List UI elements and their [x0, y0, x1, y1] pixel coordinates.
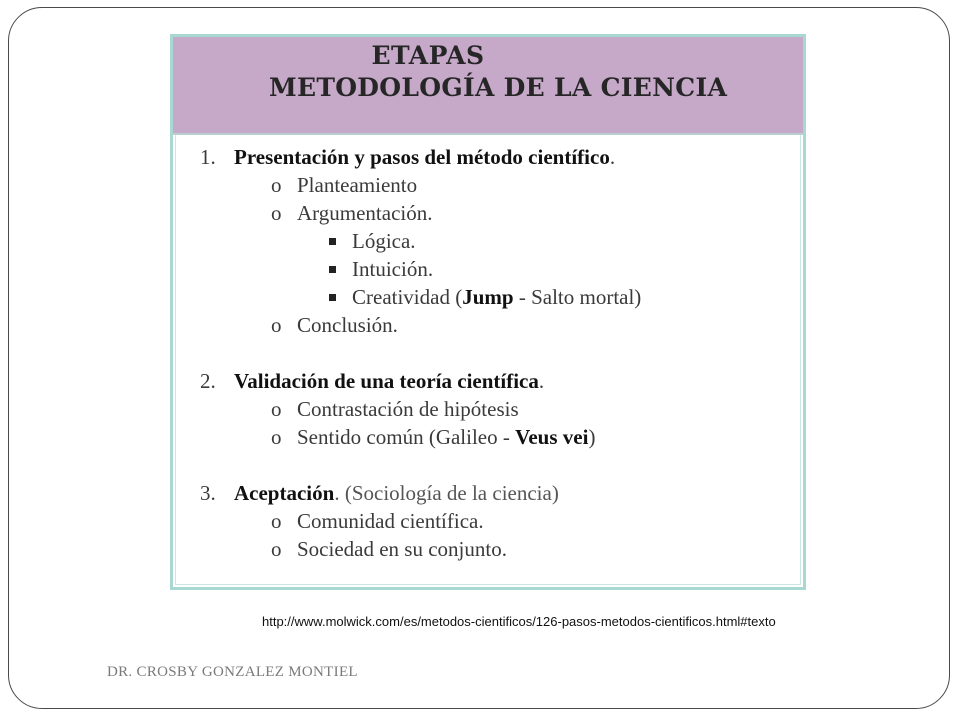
list-item: o Comunidad científica.	[271, 509, 484, 533]
footer-author: DR. CROSBY GONZALEZ MONTIEL	[107, 664, 358, 680]
sub-list-item-creatividad: Creatividad (Jump - Salto mortal)	[329, 285, 641, 310]
section-2-title: Validación de una teoría científica.	[234, 369, 545, 393]
list-item: o Contrastación de hipótesis	[271, 397, 519, 421]
section-1-number: 1.	[200, 145, 216, 169]
square-bullet-icon	[329, 238, 336, 245]
header-subtitle: METODOLOGÍA DE LA CIENCIA	[269, 73, 728, 102]
sub-list-item: Lógica.	[329, 229, 416, 254]
list-item: o Argumentación.	[271, 201, 433, 225]
list-item: o Conclusión.	[271, 313, 398, 337]
list-item: o Sociedad en su conjunto.	[271, 537, 507, 561]
section-3-number: 3.	[200, 481, 216, 505]
source-url: http://www.molwick.com/es/metodos-cientificos/126-pasos-metodos-cientificos.html#texto	[262, 614, 776, 629]
section-3-title: Aceptación. (Sociología de la ciencia)	[234, 481, 559, 505]
header-title: ETAPAS	[371, 41, 485, 70]
list-item-sentido: o Sentido común (Galileo - Veus vei)	[271, 425, 596, 449]
steps-list	[173, 137, 803, 587]
embedded-image	[170, 34, 806, 590]
square-bullet-icon	[329, 294, 336, 301]
section-1-title: Presentación y pasos del método científico.	[234, 145, 616, 169]
section-2-number: 2.	[200, 369, 216, 393]
sub-list-item: Intuición.	[329, 257, 433, 282]
square-bullet-icon	[329, 266, 336, 273]
image-header	[173, 37, 803, 135]
list-item: o Planteamiento	[271, 173, 418, 197]
